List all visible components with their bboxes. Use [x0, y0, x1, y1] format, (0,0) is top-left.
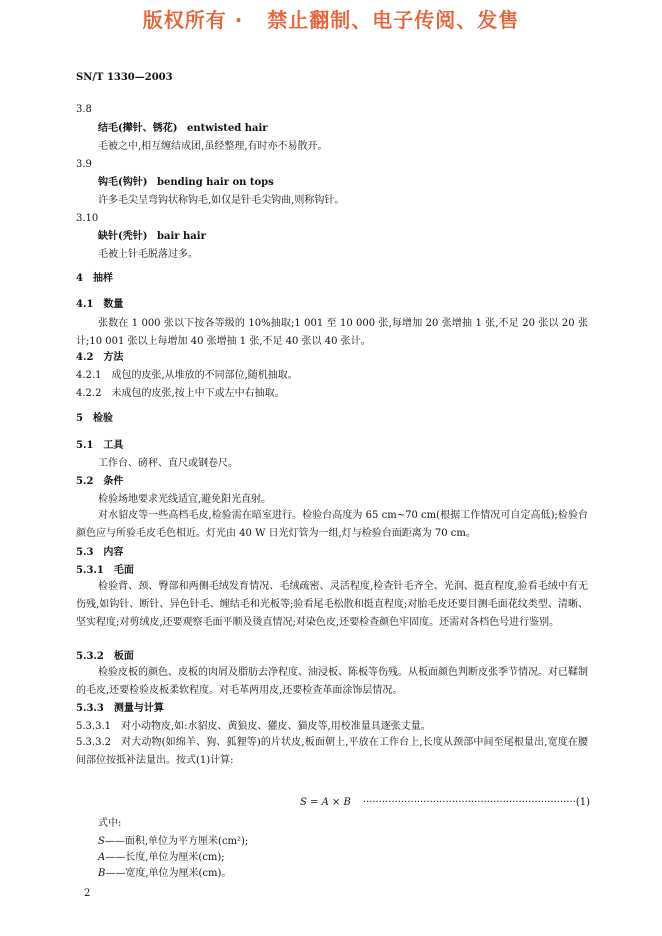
- clause-title: 内容: [103, 547, 124, 558]
- clause-title: 测量与计算: [113, 703, 164, 714]
- variable-desc: ——长度,单位为厘米(cm);: [105, 852, 225, 863]
- section-heading-5: [76, 412, 113, 425]
- clause-heading-5-1: [76, 439, 123, 452]
- clause-4-2-2: [76, 387, 285, 400]
- paragraph-4-1: 张数在 1 000 张以下按各等级的 10%抽取;1 001 至 10 000 张,每增加 20 张增抽 1 张,不足 20 张以 20 张计;10 001 张以上每增加 40 张增抽 1 张,不足 40 张以 40 张计。: [76, 318, 588, 347]
- variable-a: [98, 851, 225, 864]
- paragraph-5-1: 工作台、磅秤、直尺或钢卷尺。: [98, 458, 238, 469]
- definition-3-9: 许多毛尖呈弯钩状称钩毛,如仅是针毛尖钩曲,则称钩针。: [98, 195, 345, 206]
- variable-desc: ——面积,单位为平方厘米(cm²);: [104, 836, 249, 847]
- clause-number: 5.3: [76, 547, 94, 558]
- clause-heading-5-2: [76, 475, 123, 488]
- term-en: entwisted hair: [187, 123, 268, 134]
- clause-number: 4.2.1: [76, 370, 102, 381]
- copyright-banner: 版权所有 · 禁止翻制、电子传阅、发售: [142, 8, 520, 32]
- clause-number-3-10: 3.10: [76, 213, 99, 224]
- clause-heading-5-3-2: [76, 650, 134, 663]
- clause-number: 5.3.3.2: [76, 737, 111, 748]
- term-en: bair hair: [157, 231, 206, 242]
- clause-heading-5-3-1: [76, 564, 134, 577]
- clause-title: 工具: [103, 440, 124, 451]
- clause-number: 5.3.3.1: [76, 721, 111, 732]
- variable-symbol: A: [98, 852, 106, 863]
- variable-s: [98, 835, 248, 848]
- leader-dots: ···································································: [362, 797, 576, 808]
- section-title: 检验: [92, 413, 113, 424]
- section-number: 5: [76, 413, 83, 424]
- where-label: 式中:: [98, 818, 122, 829]
- clause-number: 5.1: [76, 440, 94, 451]
- page-number: 2: [84, 888, 91, 899]
- paragraph-5-2-a: 检验场地要求光线适宜,避免阳光直射。: [98, 494, 272, 505]
- section-heading-4: [76, 272, 113, 285]
- document-id: SN/T 1330—2003: [76, 72, 173, 83]
- paragraph-5-3-2: 检验皮板的颜色、皮板的肉屑及脂肪去净程度、油浸板、陈板等伤残。从板面颜色判断皮张季节情况。对已鞣制的毛皮,还要检验皮板柔软程度。对毛革两用皮,还要检查革面涂饰层情况。: [76, 667, 588, 696]
- equation-number: [0, 797, 590, 808]
- section-title: 抽样: [92, 273, 113, 284]
- clause-heading-5-3: [76, 546, 123, 559]
- term-en: bending hair on tops: [157, 177, 274, 188]
- clause-heading-5-3-3: [76, 702, 164, 715]
- clause-number: 4.2.2: [76, 388, 102, 399]
- definition-3-8: 毛被之中,相互缠结成团,虽经整理,有时亦不易散开。: [98, 141, 328, 152]
- clause-5-3-3-2: [76, 734, 588, 770]
- clause-number-3-9: 3.9: [76, 159, 92, 170]
- clause-title: 数量: [103, 299, 124, 310]
- term-3-9: [98, 176, 274, 189]
- clause-4-2-1: [76, 369, 298, 382]
- clause-heading-4-1: [76, 298, 123, 311]
- term-3-8: [98, 122, 268, 135]
- clause-title: 板面: [113, 651, 134, 662]
- clause-5-3-3-1: [76, 720, 431, 733]
- term-zh: 钩毛(钩针): [98, 177, 148, 188]
- clause-number: 5.3.2: [76, 651, 104, 662]
- variable-symbol: B: [98, 868, 106, 879]
- clause-title: 条件: [103, 476, 124, 487]
- section-number: 4: [76, 273, 83, 284]
- clause-title: 毛面: [113, 565, 134, 576]
- clause-number-3-8: 3.8: [76, 104, 92, 115]
- definition-3-10: 毛被上针毛脱落过多。: [98, 249, 198, 260]
- clause-text: 未成包的皮张,按上中下或左中右抽取。: [111, 388, 285, 399]
- paragraph-5-2-b: 对水貂皮等一些高档毛皮,检验需在暗室进行。检验台高度为 65 cm~70 cm(根据工作情况可自定高低);检验台颜色应与所验毛皮毛色相近。灯光由 40 W 日光灯管为一组,灯与检验台面距离为 70 cm。: [76, 510, 588, 539]
- formula-area: S = A × B: [300, 797, 351, 808]
- variable-b: [98, 867, 231, 880]
- clause-number: 4.2: [76, 352, 94, 363]
- term-3-10: [98, 230, 206, 243]
- variable-desc: ——宽度,单位为厘米(cm)。: [105, 868, 232, 879]
- term-zh: 结毛(撵针、锈花): [98, 123, 178, 134]
- clause-text: 对大动物(如绵羊、狗、狐狸等)的片状皮,板面朝上,平放在工作台上,长度从颈部中间至尾根量出,宽度在腰间部位按抵补法量出。按式(1)计算:: [76, 737, 588, 766]
- clause-number: 5.3.1: [76, 565, 104, 576]
- paragraph-5-3-1: 检验背、颈、臀部和两侧毛绒发育情况、毛绒疏密、灵活程度,检查针毛齐全、光润、挺直程度,验看毛绒中有无伤残,如钩针、断针、异色针毛、缠结毛和光板等;验看尾毛松散和挺直程度;对胎毛皮还要目测毛面花纹类型、清晰、坚实程度;对剪绒皮,还要观察毛面平顺及烫直情况;对染色皮,还要检查颜色牢固度。还需对各档色号进行鉴别。: [76, 581, 588, 628]
- clause-number: 5.2: [76, 476, 94, 487]
- clause-number: 4.1: [76, 299, 94, 310]
- term-zh: 缺针(秃针): [98, 231, 148, 242]
- eq-label: (1): [575, 797, 590, 808]
- clause-heading-4-2: [76, 351, 123, 364]
- clause-text: 成包的皮张,从堆放的不同部位,随机抽取。: [111, 370, 298, 381]
- clause-text: 对小动物皮,如:水貂皮、黄狼皮、獾皮、猫皮等,用校准量具逐张丈量。: [121, 721, 431, 732]
- clause-number: 5.3.3: [76, 703, 104, 714]
- clause-title: 方法: [103, 352, 124, 363]
- variable-symbol: S: [98, 836, 105, 847]
